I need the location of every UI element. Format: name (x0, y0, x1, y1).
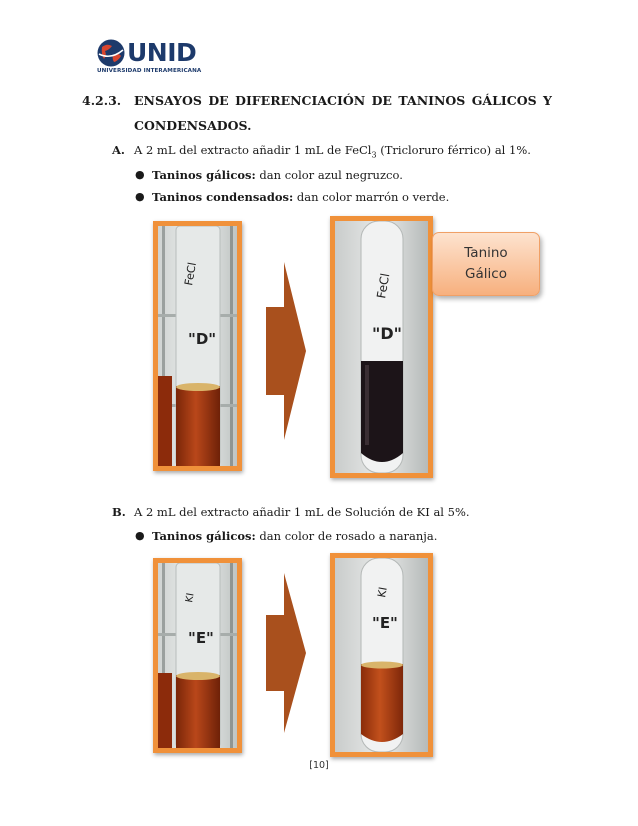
svg-text:"D": "D" (372, 324, 402, 343)
part-b-letter: B. (112, 505, 126, 519)
bullet-icon: ● (135, 529, 145, 542)
photo-after-fecl3 (330, 216, 433, 478)
section-title-line2: CONDENSADOS. (134, 118, 252, 133)
title-word: Y (543, 93, 552, 108)
test-tube-photo-a2 (335, 221, 428, 473)
part-b-bullet-1: Taninos gálicos: dan color de rosado a naranja. (152, 529, 438, 543)
svg-text:FeCl: FeCl (182, 261, 199, 287)
photo-before-fecl3 (153, 221, 242, 471)
svg-text:KI: KI (184, 592, 197, 604)
test-tube-photo-a1 (158, 226, 237, 466)
svg-text:KI: KI (375, 585, 390, 599)
page-number: [10] (309, 760, 329, 771)
title-word: DE (208, 93, 229, 108)
part-a-letter: A. (112, 143, 125, 157)
section-number: 4.2.3. (82, 93, 122, 108)
title-word: TANINOS (398, 93, 466, 108)
bullet-icon: ● (135, 190, 145, 203)
photo-after-ki (330, 553, 433, 757)
part-b-instruction: A 2 mL del extracto añadir 1 mL de Solución de KI al 5%. (134, 505, 470, 519)
bullet-icon: ● (135, 168, 145, 181)
title-word: GÁLICOS (471, 93, 537, 108)
section-title-line1 (134, 88, 552, 113)
svg-text:"D": "D" (188, 330, 217, 348)
svg-text:FeCl: FeCl (374, 272, 393, 300)
title-word: DIFERENCIACIÓN (235, 93, 366, 108)
callout-line2: Gálico (465, 266, 507, 282)
title-word: DE (371, 93, 392, 108)
test-tube-photo-b1 (158, 563, 237, 748)
arrow-right-icon (266, 573, 306, 733)
globe-logo-icon (96, 38, 126, 68)
callout-tanino-galico (432, 232, 540, 296)
svg-text:"E": "E" (188, 629, 214, 647)
logo-subtitle: UNIVERSIDAD INTERAMERICANA (97, 68, 202, 74)
test-tube-photo-b2 (335, 558, 428, 752)
logo-wordmark: UNID (127, 38, 197, 67)
part-a-bullet-2: Taninos condensados: dan color marrón o verde. (152, 190, 450, 204)
part-a-bullet-1: Taninos gálicos: dan color azul negruzco. (152, 168, 403, 182)
photo-before-ki (153, 558, 242, 753)
callout-line1: Tanino (464, 245, 508, 261)
arrow-right-icon (266, 262, 306, 440)
svg-text:"E": "E" (372, 614, 398, 632)
unid-logo (96, 38, 206, 80)
title-word: ENSAYOS (134, 93, 202, 108)
part-a-instruction: A 2 mL del extracto añadir 1 mL de FeCl$_3$ (Tricloruro férrico) al 1%. (134, 143, 531, 160)
